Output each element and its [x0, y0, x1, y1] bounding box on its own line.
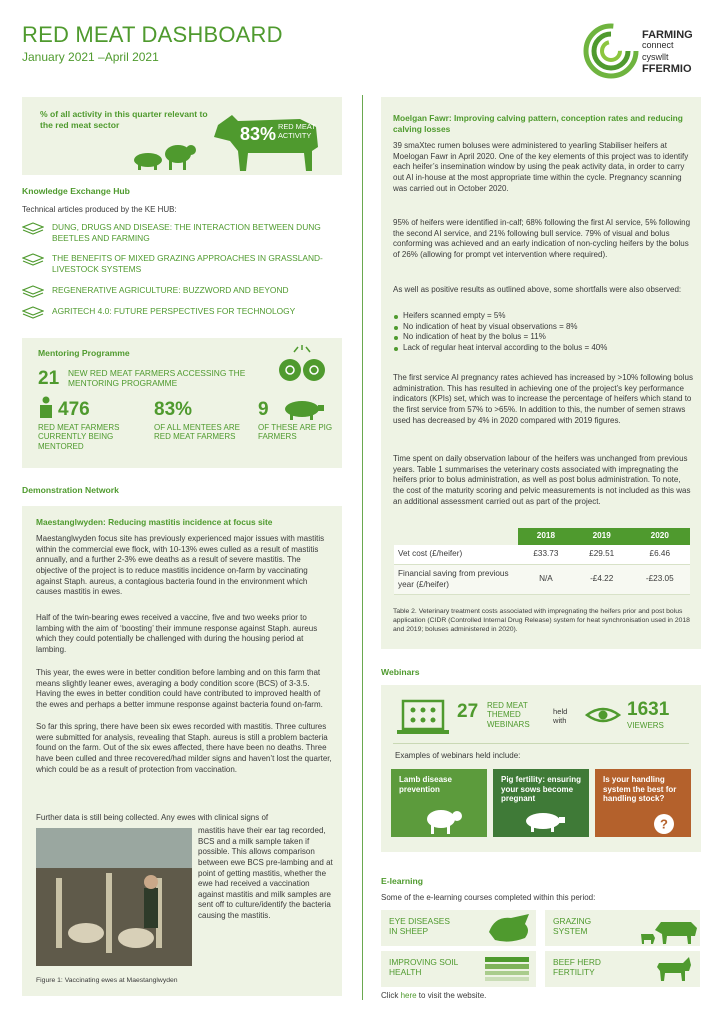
mentoring-stat-label: OF THESE ARE PIG FARMERS — [258, 423, 333, 442]
list-item: Heifers scanned empty = 5% — [393, 311, 693, 322]
demo-network-panel — [22, 506, 342, 996]
svg-text:?: ? — [660, 816, 668, 832]
table-cell: N/A — [518, 564, 574, 595]
mentoring-panel — [22, 338, 342, 468]
table-cell: Financial saving from previous year (£/heifer) — [394, 564, 518, 595]
mentoring-stat-value: 83% — [154, 399, 193, 420]
course-card-soil-health[interactable] — [381, 951, 536, 987]
soil-layers-icon — [485, 957, 529, 981]
activity-value-label: RED MEAT ACTIVITY — [278, 122, 316, 140]
activity-value: 83% — [240, 124, 277, 144]
click-prefix: Click — [381, 991, 401, 1000]
webinars-viewers: 1631 — [627, 699, 670, 720]
moelgan-title: Moelgan Fawr: Improving calving pattern, conception rates and reducing calving losses — [393, 113, 683, 134]
cow-and-calf-icon — [641, 916, 699, 944]
webinars-count: 27 — [457, 701, 479, 722]
activity-panel — [22, 97, 342, 175]
moelgan-paragraph: As well as positive results as outlined above, some shortfalls were also observed: — [393, 285, 682, 294]
moelgan-shortfalls-list — [393, 311, 693, 354]
layers-icon — [22, 285, 44, 299]
layers-icon — [22, 306, 44, 320]
ke-article-title: REGENERATIVE AGRICULTURE: BUZZWORD AND BEYOND — [52, 285, 289, 295]
table-header-cell: 2020 — [630, 528, 690, 545]
laptop-audience-icon — [397, 699, 449, 737]
webinar-card-label: Pig fertility: ensuring your sows become pregnant — [501, 775, 582, 804]
demo-paragraph: Further data is still being collected. Any ewes with clinical signs of — [36, 813, 269, 822]
demo-paragraph: Half of the twin-bearing ewes received a vaccine, five and two weeks prior to lambing with the aim of ‘boosting’ their immune response against Staph. aureus which they could potentially be challenged with during the housing period at lambing. — [36, 613, 318, 654]
webinars-divider — [393, 743, 689, 744]
moelgan-paragraph: 39 smaXtec rumen boluses were administered to yearling Stabiliser heifers at Moelogan Fawr in April 2020. One of the key elements of this project was to identify each heifer’s insemination window by using the peak activity data, in order to carry out AI in-house at the most appropriate time within the cycle. Pregnancy scanning was carried out in October 2020. — [393, 141, 689, 193]
mentoring-new-label: NEW RED MEAT FARMERS ACCESSING THE MENTORING PROGRAMME — [68, 368, 246, 389]
course-label: IMPROVING SOIL HEALTH — [389, 957, 459, 978]
vet-cost-table — [394, 528, 690, 595]
course-label: BEEF HERD FERTILITY — [553, 957, 601, 978]
sheep-icon — [421, 807, 465, 835]
moelgan-paragraph: Time spent on daily observation labour of the heifers was unchanged from previous years. Table 1 summarises the veterinary costs associated with impregnating the heifers prior to bolus administration, as well as post bolus administration. To note, the cost of the maturity scoring and pelvic measurements is not included as this was an additional assessment carried out as part of the project. — [393, 454, 691, 506]
table-header-cell: 2019 — [574, 528, 630, 545]
demo-case-title: Maestanglwyden: Reducing mastitis incidence at focus site — [36, 517, 273, 527]
webinar-card-label: Is your handling system the best for handling stock? — [603, 775, 677, 804]
eye-icon — [585, 705, 621, 725]
webinars-examples-label: Examples of webinars held include: — [395, 751, 521, 760]
table-cell: £6.46 — [630, 545, 690, 564]
ke-article-title: DUNG, DRUGS AND DISEASE: THE INTERACTION BETWEEN DUNG BEETLES AND FARMING — [52, 222, 321, 243]
website-link-line — [381, 991, 486, 1002]
elearning-title: E-learning — [381, 876, 424, 886]
webinar-card-lamb[interactable] — [391, 769, 487, 837]
course-card-beef-herd[interactable] — [545, 951, 700, 987]
table-caption: Table 2. Veterinary treatment costs associated with impregnating the heifers prior and post bolus application (CIDR (Controlled Internal Drug Release) system for heat synchronisation used in 2018 and 2019; boluses administered in 2020). — [393, 608, 690, 633]
table-cell: £29.51 — [574, 545, 630, 564]
logo-text-connect: connect — [642, 40, 674, 50]
ke-hub-title: Knowledge Exchange Hub — [22, 186, 130, 196]
webinars-title: Webinars — [381, 667, 420, 677]
demo-paragraph: So far this spring, there have been six ewes recorded with mastitis. Three cultures were submitted for analysis, revealing that Staph. aureus is still a problem bacteria found on the farm. Out of the six ewes affected, there have been no deaths. Three have been culled and three recovered/had milder signs and haven’t lost the quarter, which could be as a result of protection from vaccination. — [36, 722, 332, 774]
farmer-icon — [38, 396, 54, 418]
mentoring-stat-value: 476 — [58, 399, 90, 420]
layers-icon — [22, 253, 44, 267]
page-title: RED MEAT DASHBOARD — [22, 22, 283, 47]
layers-icon — [22, 222, 44, 236]
webinar-card-label: Lamb disease prevention — [399, 775, 452, 794]
course-card-eye-diseases[interactable] — [381, 910, 536, 946]
logo-text-ffermio: FFERMIO — [642, 63, 692, 75]
table-cell: £33.73 — [518, 545, 574, 564]
elearning-subtitle: Some of the e-learning courses completed within this period: — [381, 893, 596, 902]
table-cell: -£4.22 — [574, 564, 630, 595]
farming-connect-logo — [582, 22, 712, 80]
logo-text-farming: FARMING — [642, 29, 693, 41]
logo-swirl-icon — [582, 22, 640, 80]
activity-label: % of all activity in this quarter relevant to the red meat sector — [40, 109, 208, 130]
course-card-grazing[interactable] — [545, 910, 700, 946]
website-link[interactable]: here — [400, 991, 417, 1000]
pig-icon — [280, 398, 326, 420]
question-mark-icon — [653, 813, 675, 835]
webinars-viewers-label: VIEWERS — [627, 721, 664, 730]
moelgan-paragraph: The first service AI pregnancy rates achieved has increased by >10% following bolus administration. This has resulted in achieving one of the project’s key performance indicators (KPIs) set, which was to increase the percentage of heifers which stand to the first service from 57% to >65%. In addition to this, the number of semen straws used has decreased by 4% in 2020 compared with 2019 figures. — [393, 373, 693, 425]
table-cell: -£23.05 — [630, 564, 690, 595]
mentoring-stat-label: OF ALL MENTEES ARE RED MEAT FARMERS — [154, 423, 240, 442]
ke-article-title: AGRITECH 4.0: FUTURE PERSPECTIVES FOR TECHNOLOGY — [52, 306, 296, 316]
page-period: January 2021 –April 2021 — [22, 50, 159, 64]
pig-icon — [521, 811, 567, 833]
figure-caption: Figure 1: Vaccinating ewes at Maestanglwyden — [36, 977, 178, 984]
ke-article-item[interactable] — [22, 253, 342, 274]
demo-network-title: Demonstration Network — [22, 485, 119, 495]
table-header-cell: 2018 — [518, 528, 574, 545]
list-item: No indication of heat by visual observations = 8% — [393, 322, 693, 333]
moelgan-paragraph: 95% of heifers were identified in-calf; 68% following the first AI service, 5% following the second AI service, and 21% following bull service. 79% of visual and bolus conforming was achieved and an early indication of non-cycling heifers by the bolus of 26% (allowing for prompt vet intervention where required). — [393, 218, 691, 259]
webinars-count-label: RED MEAT THEMED WEBINARS — [487, 701, 530, 729]
livestock-silhouettes-icon — [130, 137, 200, 171]
mentoring-heads-icon — [276, 344, 328, 388]
webinars-panel — [381, 685, 701, 852]
demo-paragraph: This year, the ewes were in better condition before lambing and on this farm that means slightly leaner ewes, averaging a body condition score (BCS) of 3-3.5. Having the ewes in better condition could have contributed to improved health of the ewes and perhaps a better immune response against bacteria found on-farm. — [36, 668, 323, 709]
table-row — [394, 564, 690, 595]
demo-wrap-paragraph: mastitis have their ear tag recorded, BCS and a milk sample taken if possible. This allows comparison between ewe BCS pre-lambing and at point of getting mastitis, whether the ewe had received a vaccination against mastitis and milk samples are sent off to culture/identify the bacteria causing the mastitis. — [198, 826, 333, 920]
mentoring-title: Mentoring Programme — [38, 348, 130, 358]
course-label: EYE DISEASES IN SHEEP — [389, 916, 450, 937]
mentoring-stat-value: 9 — [258, 399, 269, 420]
ke-article-item[interactable] — [22, 306, 342, 320]
webinars-held-with: held with — [553, 707, 568, 726]
mentoring-stat-label: RED MEAT FARMERS CURRENTLY BEING MENTORED — [38, 423, 120, 451]
mentoring-new-count: 21 — [38, 368, 60, 389]
ke-article-item[interactable] — [22, 285, 342, 299]
ke-article-title: THE BENEFITS OF MIXED GRAZING APPROACHES IN GRASSLAND-LIVESTOCK SYSTEMS — [52, 253, 323, 274]
list-item: No indication of heat by the bolus = 11% — [393, 332, 693, 343]
list-item: Lack of regular heat interval according to the bolus = 40% — [393, 343, 693, 354]
webinar-card-pig[interactable] — [493, 769, 589, 837]
column-divider — [362, 95, 363, 1000]
logo-text-cyswllt: cyswllt — [642, 52, 669, 62]
figure-vaccinating-ewes-photo — [36, 828, 192, 966]
course-label: GRAZING SYSTEM — [553, 916, 592, 937]
table-header-row — [394, 528, 690, 545]
table-cell: Vet cost (£/heifer) — [394, 545, 518, 564]
demo-paragraph: Maestanglwyden focus site has previously experienced major issues with mastitis within the commercial ewe flock, with 10-13% ewes culled as a result of mastitis annually, and a further 2-3% ewe deaths as a result of severe mastitis. The objective of the project is to reduce mastitis incidence on-farm by vaccinating against Staph. aureus, a contagious bacteria found in the environment which causes mastitis in ewes. — [36, 534, 325, 597]
ke-article-item[interactable] — [22, 222, 342, 243]
ke-hub-subtitle: Technical articles produced by the KE HUB: — [22, 205, 177, 214]
table-row — [394, 545, 690, 564]
webinar-card-handling[interactable] — [595, 769, 691, 837]
cow-icon — [657, 957, 693, 981]
table-header-cell — [394, 528, 518, 545]
sheep-head-icon — [485, 912, 535, 944]
click-suffix: to visit the website. — [416, 991, 487, 1000]
